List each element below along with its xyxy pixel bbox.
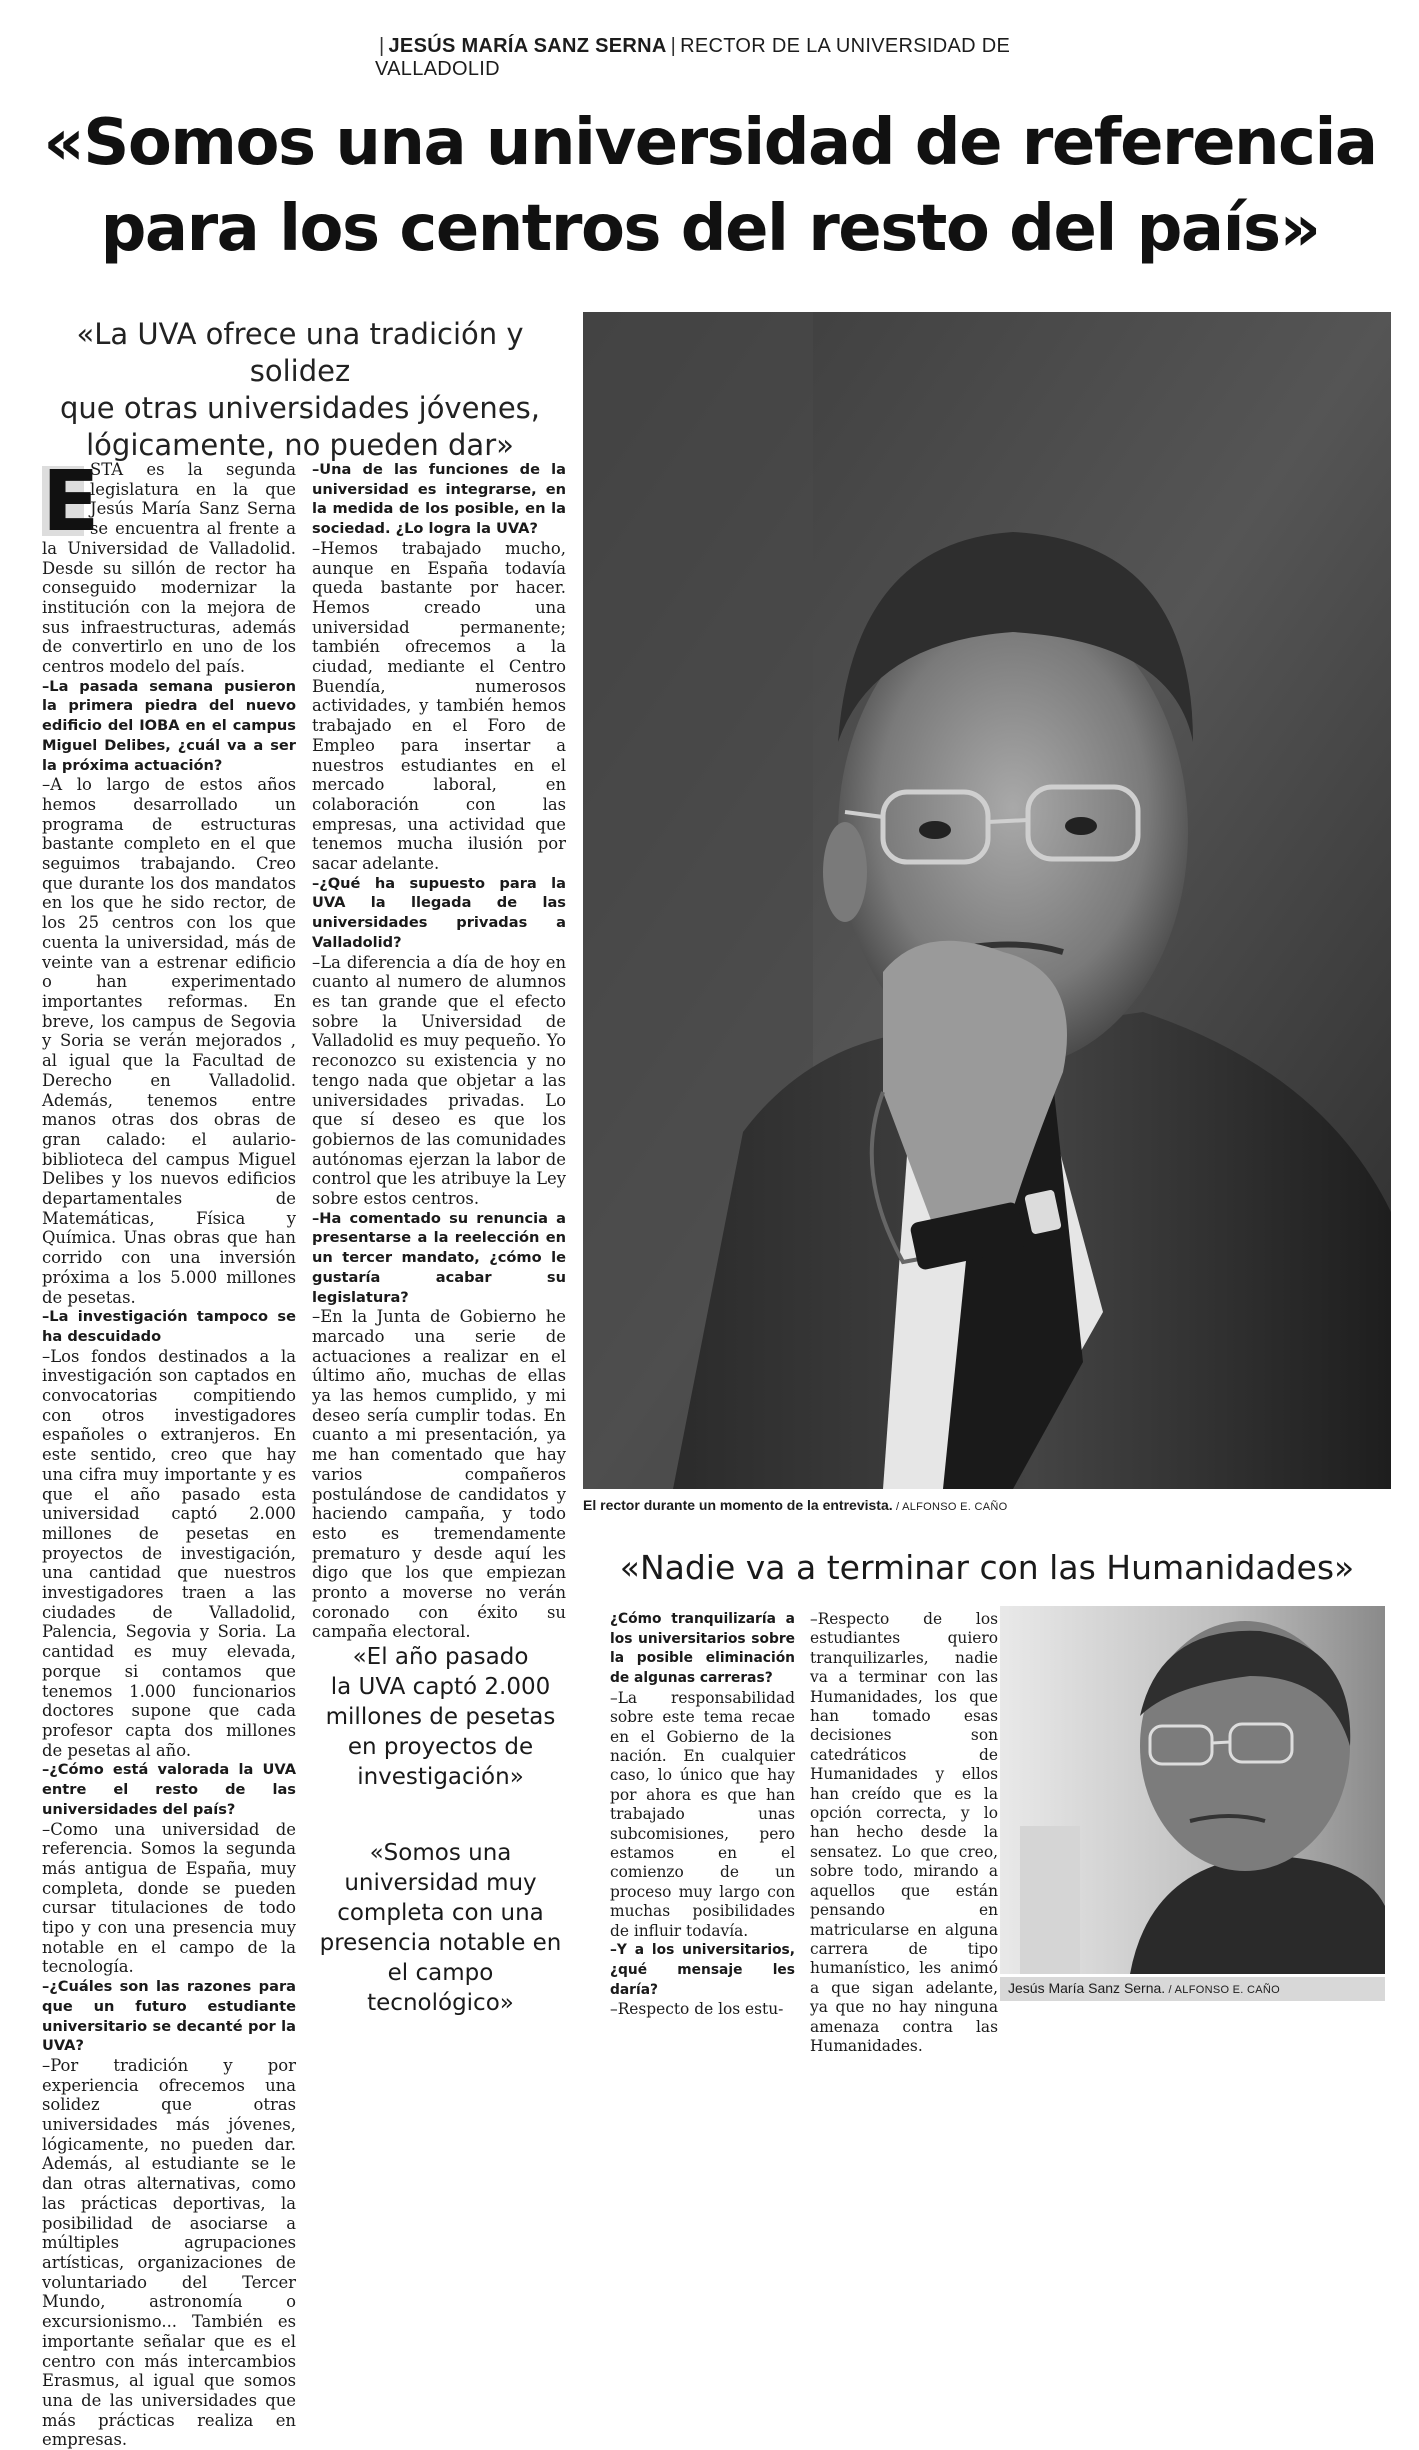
headline-line-2: para los centros del resto del país»: [100, 192, 1320, 266]
kicker-separator-2: |: [670, 35, 677, 57]
pullquote-2: [318, 1838, 563, 2018]
question-4: –¿Cuáles son las razones para que un futuro estudiante universitario se decanté por la UVA?: [42, 1978, 296, 2055]
photo-caption-2-text: Jesús María Sanz Serna.: [1008, 1980, 1166, 1996]
sidebar-column-1: [610, 1610, 795, 2019]
pullquote-2-line: completa con una: [337, 1900, 544, 1926]
headline-line-1: «Somos una universidad de referencia: [43, 106, 1377, 180]
rector-portrait-photo: [583, 312, 1391, 1489]
photo-caption-2: [1000, 1977, 1385, 2001]
pullquote-1-line: millones de pesetas: [325, 1704, 556, 1730]
sidebar-column-2: [810, 1610, 998, 2055]
sidebar-answer-2: –Respecto de los estudiantes quiero tranquilizarles, nadie va a terminar con las Humanidades, los que han tomado esas decisiones son catedráticos de Humanidades y ellos han creído que es la opción correcta, y lo han hecho desde la sensatez. Lo que creo, sobre todo, mirando a aquellos que están pensando en matricularse en alguna carrera de tipo humanístico, les animó a que sigan adelante, ya que no hay ninguna amenaza contra las Humanidades.: [810, 1610, 998, 2055]
photo-caption-1: [583, 1497, 1383, 1513]
pullquote-1-line: «El año pasado: [352, 1644, 529, 1670]
page-title: [40, 100, 1380, 272]
pullquote-1-line: la UVA captó 2.000: [330, 1674, 551, 1700]
photo-caption-1-text: El rector durante un momento de la entrevista.: [583, 1497, 893, 1513]
subheadline-line-2: que otras universidades jóvenes,: [59, 391, 540, 425]
photo-credit-2: / ALFONSO E. CAÑO: [1165, 1984, 1281, 1996]
pullquote-1-line: investigación»: [357, 1764, 524, 1790]
interviewee-name: JESÚS MARÍA SANZ SERNA: [388, 35, 667, 57]
article-column-2: [312, 460, 566, 1642]
kicker-separator: |: [379, 35, 385, 57]
interviewee-role: RECTOR DE LA UNIVERSIDAD DE VALLADOLID: [375, 35, 1011, 80]
question-6: –¿Qué ha supuesto para la UVA la llegada de las universidades privadas a Valladolid?: [312, 874, 566, 951]
sidebar-answer-1: –La responsabilidad sobre este tema recae en el Gobierno de la nación. En cualquier caso, lo único que hay por ahora es que han trabajado unas subcomisiones, pero estamos en el comienzo de un proceso muy largo con muchas posibilidades de influir todavía.: [610, 1688, 795, 1940]
rector-profile-photo: [1000, 1606, 1385, 1974]
sidebar-title: «Nadie va a terminar con las Humanidades»: [619, 1548, 1355, 1587]
answer-4: –Por tradición y por experiencia ofrecemos una solidez que otras universidades más jóvenes, lógicamente, no pueden dar. Además, al estudiante se le dan otras alternativas, como las prácticas deportivas, la posibilidad de asociarse a múltiples agrupaciones artísticas, organizaciones de voluntariado del Tercer Mundo, astronomía o excursionismo... También es importante señalar que es el centro con más intercambios Erasmus, al igual que somos una de las universidades que más prácticas realiza en empresas.: [42, 2055, 296, 2450]
answer-5: –Hemos trabajado mucho, aunque en España todavía queda bastante por hacer. Hemos creado una universidad permanente; también ofrecemos a la ciudad, mediante el Centro Buendía, numerosos actividades, y también hemos trabajado en el Foro de Empleo para insertar a nuestros estudiantes en el mercado laboral, en colaboración con las empresas, una actividad que tenemos mucha ilusión por sacar adelante.: [312, 538, 566, 874]
subheadline-line-3: lógicamente, no pueden dar»: [86, 428, 514, 462]
answer-6: –La diferencia a día de hoy en cuanto al numero de alumnos es tan grande que el efecto sobre la Universidad de Valladolid es muy pequeño. Yo reconozco su existencia y no tengo nada que objetar a las universidades privadas. Lo que sí deseo es que los gobiernos de las comunidades autónomas ejerzan la labor de control que les atribuye la Ley sobre estos centros.: [312, 952, 566, 1209]
pullquote-1-line: en proyectos de: [347, 1734, 534, 1760]
pullquote-2-line: presencia notable en: [319, 1930, 562, 1956]
pullquote-2-line: universidad muy: [344, 1870, 537, 1896]
subheadline: [30, 316, 570, 464]
subheadline-line-1: «La UVA ofrece una tradición y solidez: [76, 317, 524, 388]
question-1: –La pasada semana pusieron la primera piedra del nuevo edificio del IOBA en el campus Miguel Delibes, ¿cuál va a ser la próxima actuación?: [42, 677, 296, 774]
intro-text: STA es la segunda legislatura en la que Jesús María Sanz Serna se encuentra al frente a la Universidad de Valladolid. Desde su sillón de rector ha conseguido modernizar la institución con la mejora de sus infraestructuras, además de convertirlo en uno de los centros modelo del país.: [42, 460, 296, 677]
question-3: –¿Cómo está valorada la UVA entre el resto de las universidades del país?: [42, 1761, 296, 1818]
kicker: [375, 35, 1075, 81]
intro-paragraph: [42, 452, 296, 677]
sidebar-question-2: –Y a los universitarios, ¿qué mensaje les daría?: [610, 1942, 795, 1998]
answer-3: –Como una universidad de referencia. Somos la segunda más antigua de España, muy completa, donde se pueden cursar titulaciones de todo tipo y con una presencia muy notable en el campo de la tecnología.: [42, 1819, 296, 1977]
photo-credit-1: / ALFONSO E. CAÑO: [892, 1501, 1008, 1513]
answer-2: –Los fondos destinados a la investigación son captados en convocatorias compitiendo con otros investigadores españoles o extranjeros. En este sentido, creo que hay una cifra muy importante y es que el año pasado esta universidad captó 2.000 millones de pesetas en proyectos de investigación, una cantidad que nuestros investigadores traen a las ciudades de Valladolid, Palencia, Segovia y Soria. La cantidad es muy elevada, porque si contamos que tenemos 1.000 funcionarios doctores supone que cada profesor capta dos millones de pesetas al año.: [42, 1346, 296, 1760]
article-column-1: [42, 452, 296, 2450]
question-5: –Una de las funciones de la universidad es integrarse, en la medida de los posible, en la sociedad. ¿Lo logra la UVA?: [312, 461, 566, 538]
pullquote-1: [318, 1642, 563, 1792]
question-7: –Ha comentado su renuncia a presentarse a la reelección en un tercer mandato, ¿cómo le gustaría acabar su legislatura?: [312, 1209, 566, 1306]
pullquote-2-line: «Somos una: [369, 1840, 512, 1866]
drop-cap: E: [42, 452, 100, 550]
answer-7: –En la Junta de Gobierno he marcado una serie de actuaciones a realizar en el último año, muchas de ellas ya las hemos cumplido, y mi deseo sería cumplir todas. En cuanto a mi presentación, ya me han comentado que hay varios compañeros postulándose de candidatos y haciendo campaña, y todo esto es tremendamente prematuro y desde aquí les digo que los que empiezan pronto a moverse no verán coronado con éxito su campaña electoral.: [312, 1307, 566, 1642]
question-2: –La investigación tampoco se ha descuidado: [42, 1308, 296, 1345]
answer-1: –A lo largo de estos años hemos desarrollado un programa de estructuras bastante completo en el que seguimos trabajando. Creo que durante los dos mandatos en los que he sido rector, de los 25 centros con los que cuenta la universidad, más de veinte van a estrenar edificio o han experimentado importantes reformas. En breve, los campus de Segovia y Soria se verán mejorados , al igual que la Facultad de Derecho en Valladolid. Además, tenemos entre manos otras dos obras de gran calado: el aulario-biblioteca del campus Miguel Delibes y los nuevos edificios departamentales de Matemáticas, Física y Química. Unas obras que han corrido con una inversión próxima a los 5.000 millones de pesetas.: [42, 775, 296, 1307]
sidebar-question-1: ¿Cómo tranquilizaría a los universitarios sobre la posible eliminación de algunas carreras?: [610, 1611, 795, 1687]
pullquote-2-line: el campo tecnológico»: [367, 1960, 514, 2016]
sidebar-answer-2-start: –Respecto de los estu-: [610, 2000, 784, 2019]
